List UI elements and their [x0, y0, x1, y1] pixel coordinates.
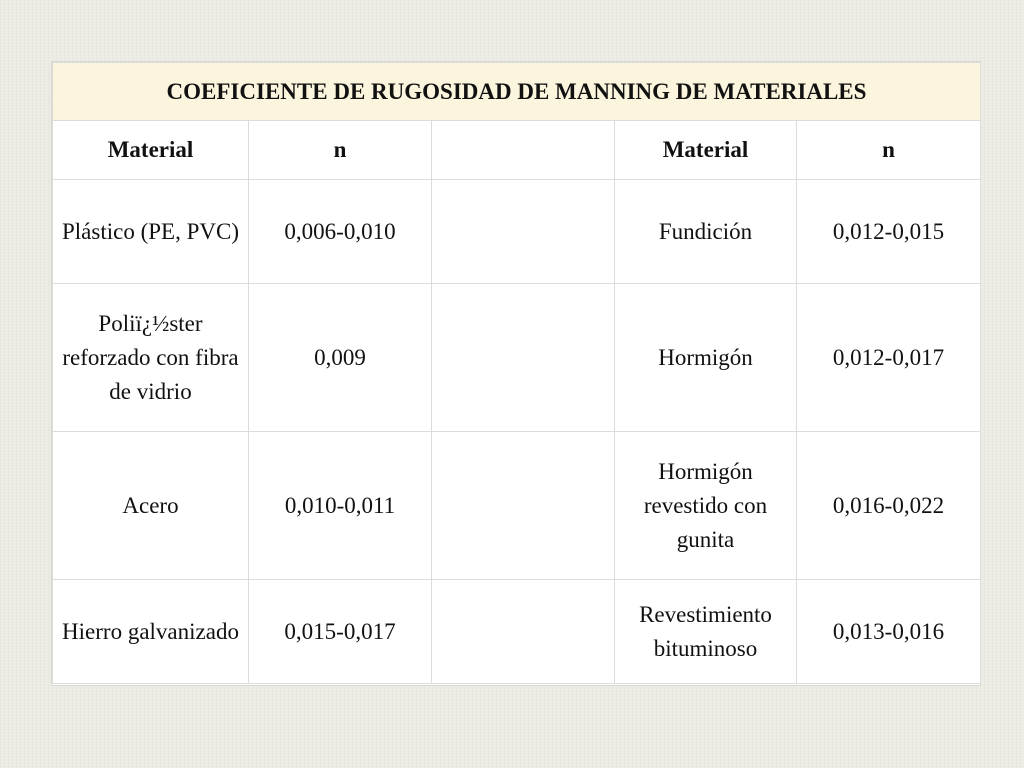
cell-spacer: [432, 180, 615, 284]
table-row: [53, 432, 981, 580]
cell-material-left: Poliï¿½ster reforzado con fibra de vidrio: [53, 284, 249, 432]
cell-n-right: 0,012-0,015: [797, 180, 981, 284]
cell-n-right: 0,016-0,022: [797, 432, 981, 580]
manning-coefficient-table: [52, 62, 981, 684]
cell-n-left: 0,009: [249, 284, 432, 432]
table-title: COEFICIENTE DE RUGOSIDAD DE MANNING DE MATERIALES: [53, 63, 981, 121]
cell-material-right: Fundición: [615, 180, 797, 284]
table-row: [53, 180, 981, 284]
header-material-left: Material: [53, 121, 249, 180]
header-material-right: Material: [615, 121, 797, 180]
table-row: [53, 284, 981, 432]
cell-n-left: 0,015-0,017: [249, 580, 432, 684]
cell-n-right: 0,013-0,016: [797, 580, 981, 684]
table-row: [53, 580, 981, 684]
cell-spacer: [432, 580, 615, 684]
cell-material-right: Hormigón: [615, 284, 797, 432]
cell-material-right: Hormigón revestido con gunita: [615, 432, 797, 580]
cell-n-right: 0,012-0,017: [797, 284, 981, 432]
header-spacer: [432, 121, 615, 180]
cell-material-left: Hierro galvanizado: [53, 580, 249, 684]
cell-spacer: [432, 432, 615, 580]
cell-n-left: 0,010-0,011: [249, 432, 432, 580]
header-n-left: n: [249, 121, 432, 180]
table-header-row: [53, 121, 981, 180]
cell-material-left: Acero: [53, 432, 249, 580]
cell-material-right: Revestimiento bituminoso: [615, 580, 797, 684]
header-n-right: n: [797, 121, 981, 180]
cell-material-left: Plástico (PE, PVC): [53, 180, 249, 284]
cell-spacer: [432, 284, 615, 432]
cell-n-left: 0,006-0,010: [249, 180, 432, 284]
table-title-row: [53, 63, 981, 121]
